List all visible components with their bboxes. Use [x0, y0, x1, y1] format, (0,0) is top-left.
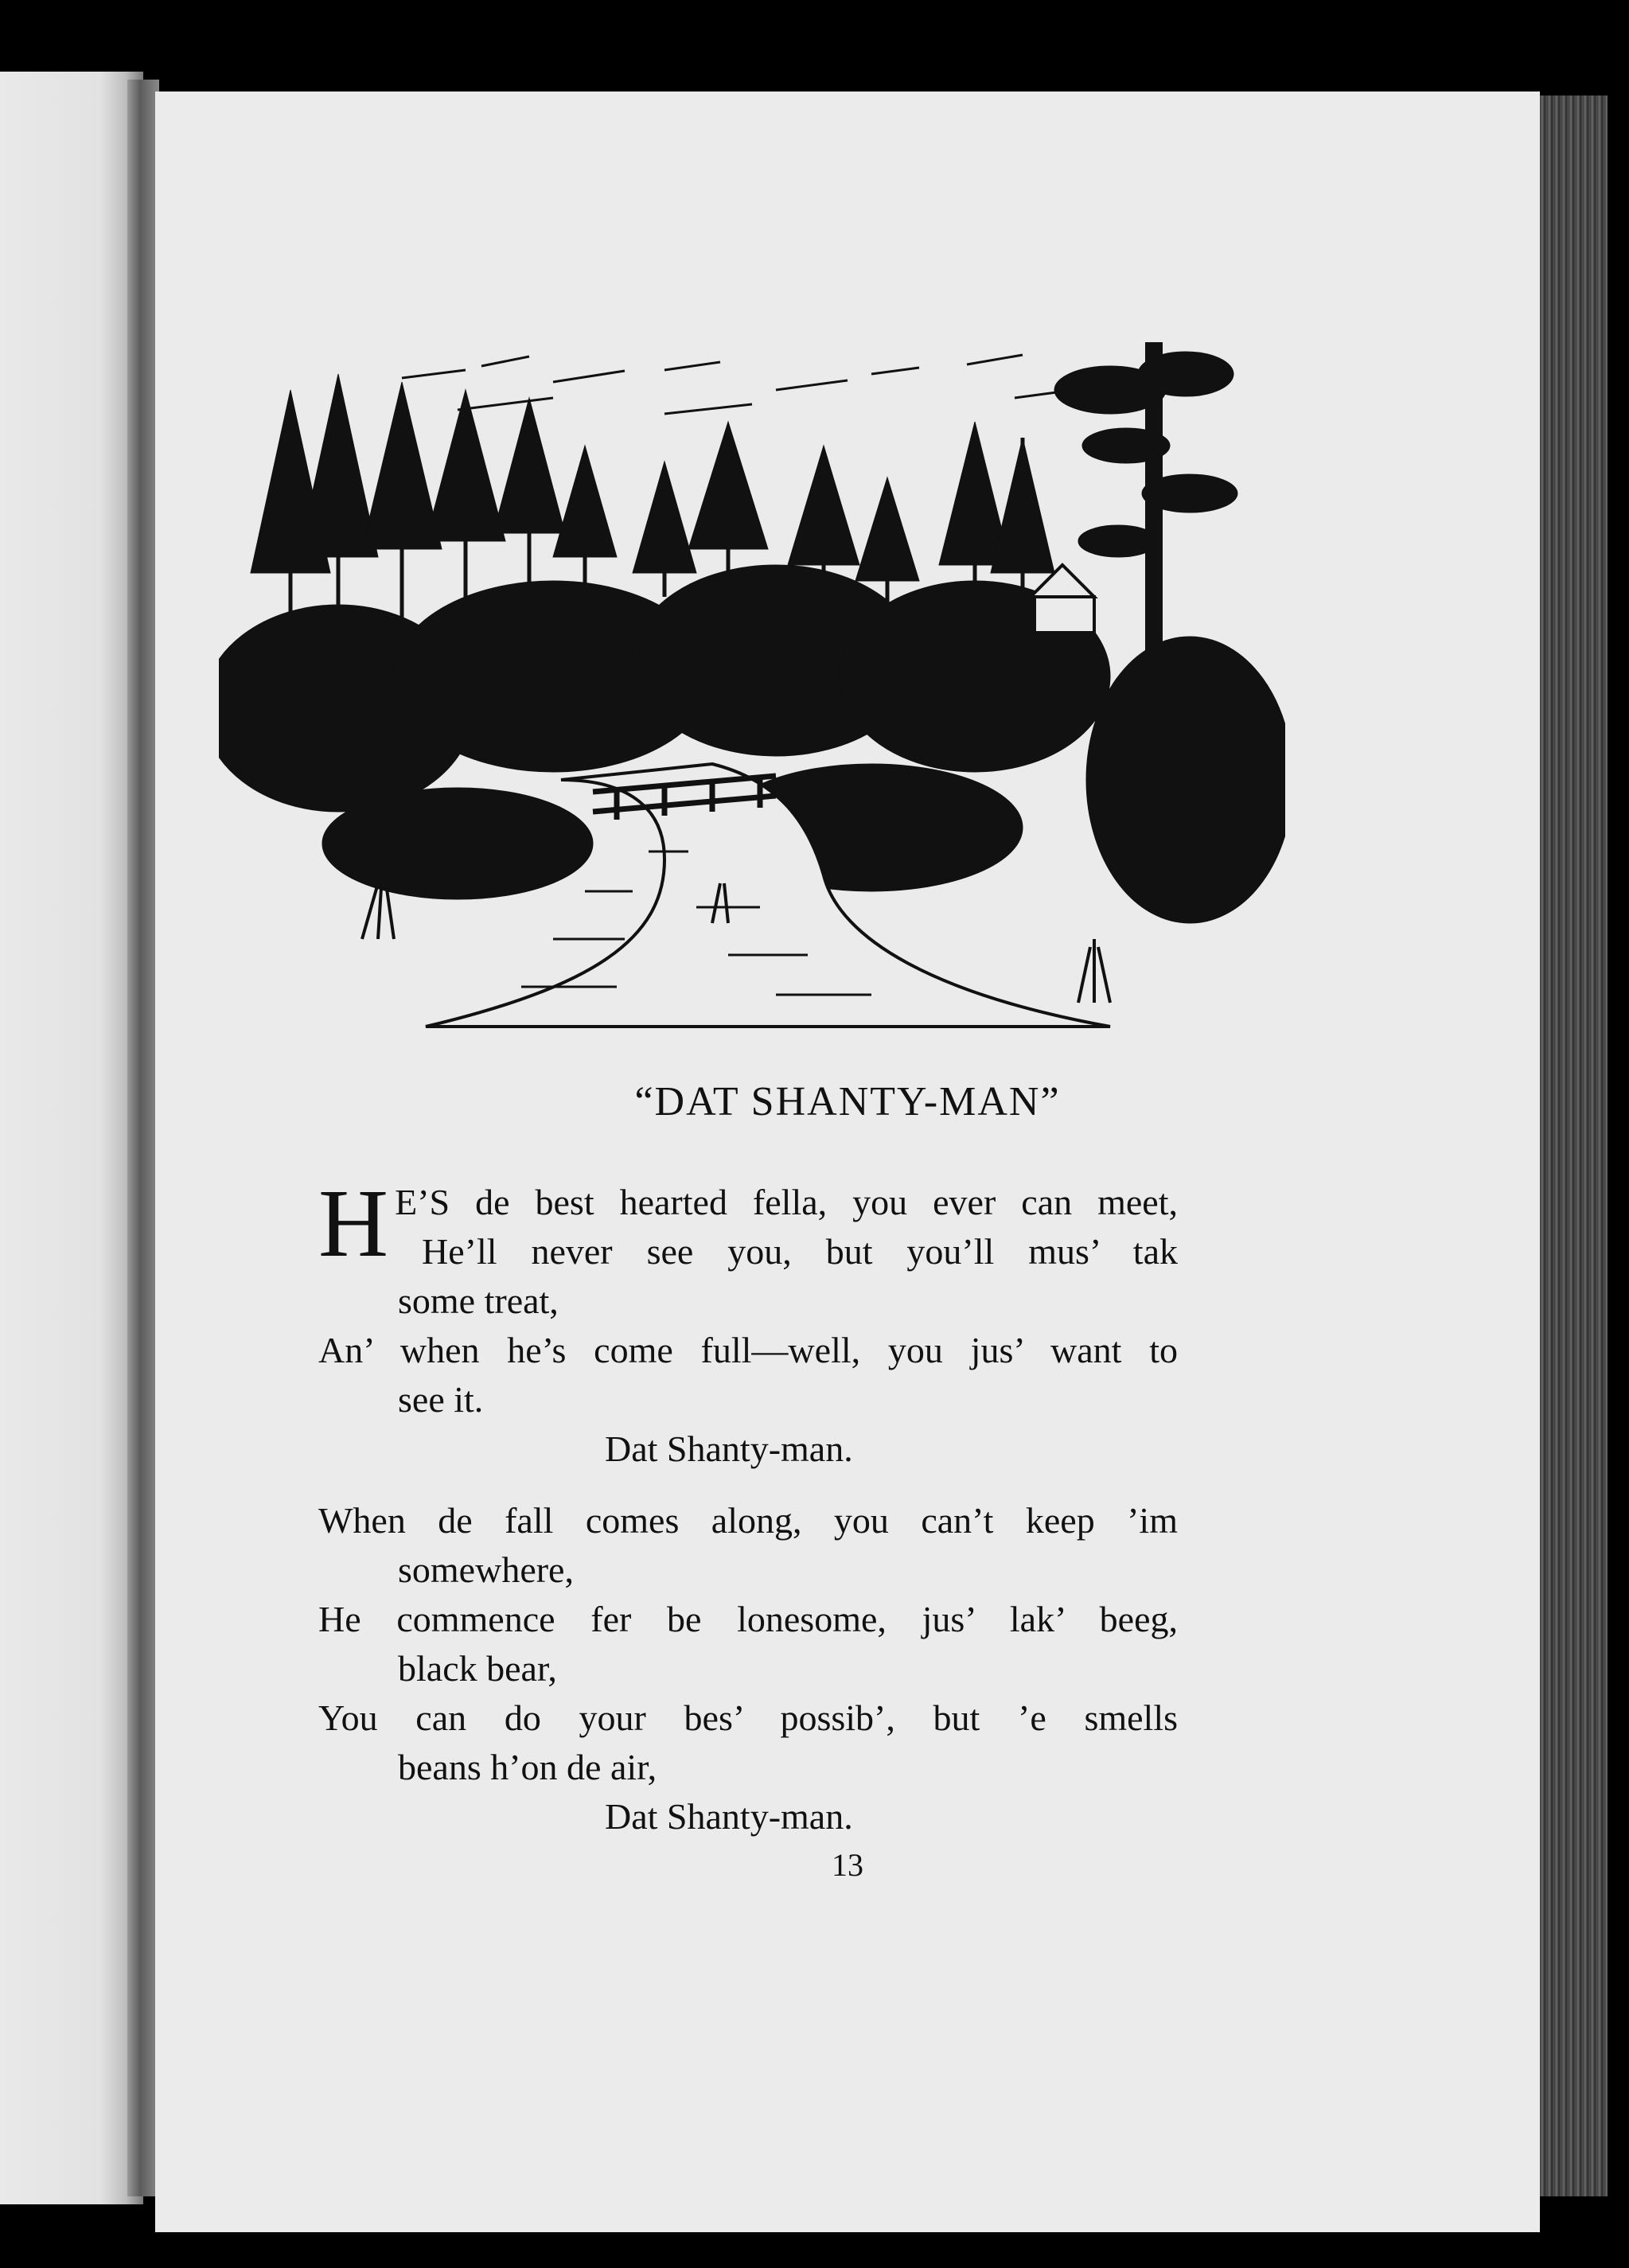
page-number: 13	[832, 1847, 863, 1883]
left-page-edge	[0, 72, 143, 2204]
verse-line: black bear,	[398, 1648, 557, 1689]
stanza-1	[318, 1170, 1178, 1474]
verse-line: see it.	[398, 1379, 484, 1420]
verse-line: He’ll never see you, but you’ll mus’ tak	[422, 1231, 1178, 1272]
verse-line: some treat,	[398, 1280, 559, 1321]
verse-line: somewhere,	[398, 1549, 574, 1590]
verse-line: You can do your bes’ possib’, but ’e smells	[318, 1697, 1178, 1738]
verse-line: He commence fer be lonesome, jus’ lak’ beeg,	[318, 1599, 1178, 1639]
verse-line: An’ when he’s come full—well, you jus’ want to	[318, 1330, 1178, 1370]
page-stack-edge	[1540, 95, 1608, 2196]
drop-cap: H	[318, 1170, 389, 1277]
stanza-2	[318, 1496, 1178, 1841]
verse-line: When de fall comes along, you can’t keep ’im	[318, 1500, 1178, 1541]
verse-line: E’S de best hearted fella, you ever can meet,	[395, 1182, 1178, 1222]
verse-line: beans h’on de air,	[398, 1747, 657, 1787]
refrain-line: Dat Shanty-man.	[605, 1428, 853, 1469]
refrain-line: Dat Shanty-man.	[605, 1796, 853, 1837]
poem-title: “DAT SHANTY-MAN”	[634, 1079, 1061, 1124]
forest-stream-illustration	[219, 334, 1285, 1050]
book-gutter	[127, 80, 159, 2196]
